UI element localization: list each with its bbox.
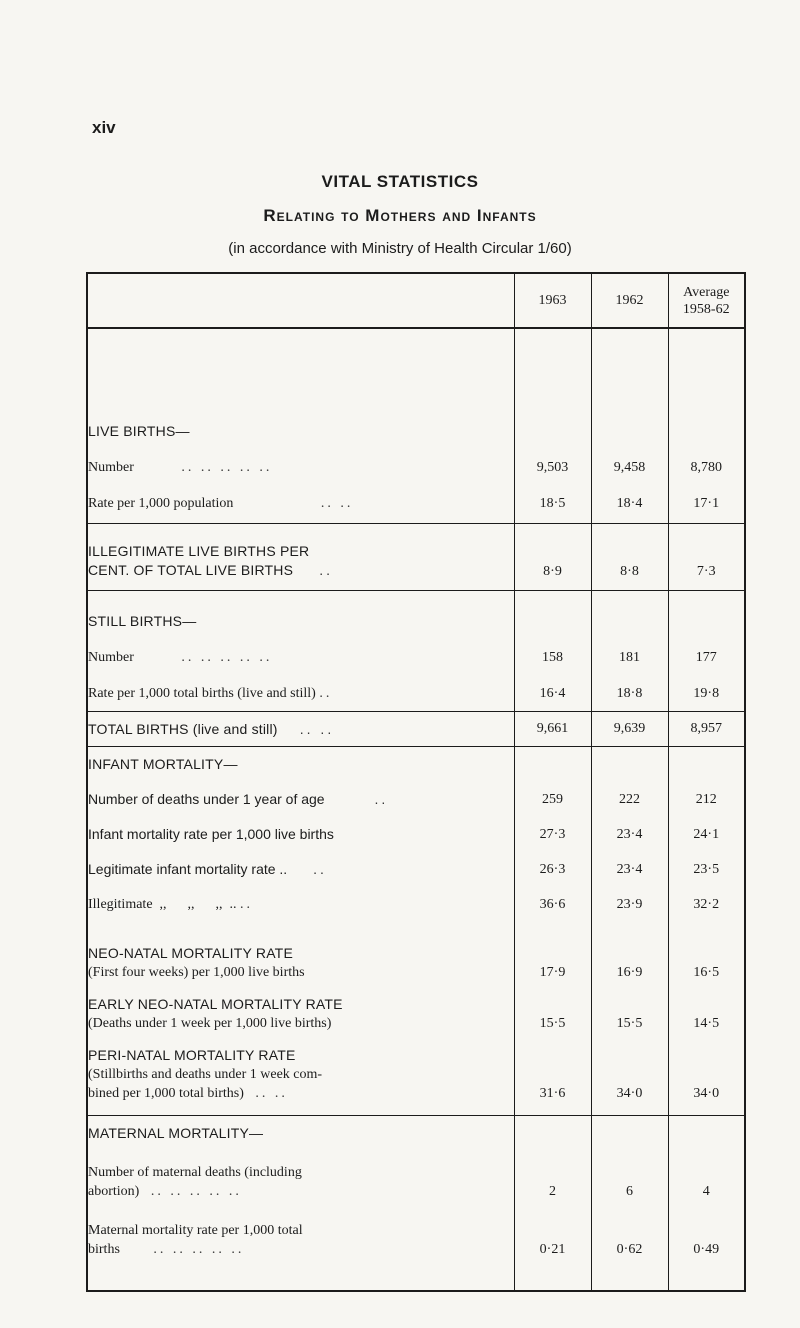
- total-births-section: [87, 712, 745, 747]
- table-cell: 222: [619, 792, 640, 807]
- table-cell: 9,458: [613, 460, 646, 475]
- row-label: (Deaths under 1 week per 1,000 live births): [88, 1016, 332, 1031]
- row-label: Number .. .. .. .. ..: [88, 650, 273, 665]
- table-cell: 23·4: [616, 862, 643, 877]
- infant-mortality-section: [87, 747, 745, 1116]
- row-label: TOTAL BIRTHS (live and still) .. ..: [88, 720, 335, 737]
- table-row: [87, 591, 745, 712]
- row-label: NEO-NATAL MORTALITY RATE: [88, 945, 293, 961]
- table-cell: 6: [626, 1184, 633, 1199]
- row-label: Maternal mortality rate per 1,000 total: [88, 1223, 303, 1238]
- column-header: 1963: [514, 273, 591, 328]
- table-cell: 34·0: [693, 1086, 720, 1101]
- row-label: abortion) .. .. .. .. ..: [88, 1184, 242, 1199]
- row-label: births .. .. .. .. ..: [88, 1242, 245, 1257]
- section-header: INFANT MORTALITY—: [88, 756, 238, 772]
- table-cell: 19·8: [693, 686, 720, 701]
- table-cell: 4: [702, 1184, 710, 1199]
- table-cell: 18·8: [616, 686, 643, 701]
- table-row: [87, 524, 745, 591]
- row-label: bined per 1,000 total births) .. ..: [88, 1086, 288, 1101]
- column-header: 1962: [591, 273, 668, 328]
- table-cell: 9,639: [591, 712, 668, 747]
- table-cell: 16·4: [539, 686, 566, 701]
- row-label: Infant mortality rate per 1,000 live births: [88, 826, 334, 842]
- table-cell: 18·4: [616, 496, 643, 511]
- table-cell: 34·0: [616, 1086, 643, 1101]
- table-cell: 212: [695, 792, 717, 807]
- still-births-section: [87, 591, 745, 712]
- row-label: (First four weeks) per 1,000 live births: [88, 965, 305, 980]
- table-row: [87, 328, 745, 524]
- row-label: Number of maternal deaths (including: [88, 1165, 302, 1180]
- column-header: Average 1958-62: [668, 273, 745, 328]
- row-label: EARLY NEO-NATAL MORTALITY RATE: [88, 996, 343, 1012]
- table-cell: 15·5: [539, 1016, 566, 1031]
- live-births-section: [87, 328, 745, 524]
- page-number: xiv: [92, 118, 116, 137]
- table-cell: 9,661: [514, 712, 591, 747]
- table-cell: 32·2: [693, 897, 720, 912]
- table-cell: 31·6: [539, 1086, 566, 1101]
- page-title: VITAL STATISTICS: [321, 172, 479, 191]
- row-label: ILLEGITIMATE LIVE BIRTHS PER: [88, 543, 310, 559]
- row-label: Legitimate infant mortality rate .. ..: [88, 861, 327, 877]
- table-header-row: [87, 273, 745, 328]
- table-cell: 26·3: [539, 862, 566, 877]
- row-label: CENT. OF TOTAL LIVE BIRTHS ..: [88, 562, 334, 578]
- table-cell: 259: [542, 792, 563, 807]
- table-cell: 17·1: [693, 496, 720, 511]
- table-cell: 8,780: [690, 460, 722, 475]
- table-cell: 14·5: [693, 1016, 720, 1031]
- table-row: [87, 1116, 745, 1292]
- table-row: [87, 712, 745, 747]
- table-cell: 24·1: [693, 827, 720, 842]
- table-cell: 158: [542, 650, 563, 665]
- row-label: Illegitimate ,, ,, ,, .. ..: [88, 897, 254, 912]
- table-cell: 23·9: [616, 897, 643, 912]
- table-cell: 0·49: [693, 1242, 720, 1257]
- table-cell: 18·5: [539, 496, 566, 511]
- table-cell: 0·21: [539, 1242, 566, 1257]
- row-label: Number .. .. .. .. ..: [88, 460, 273, 475]
- section-header: MATERNAL MORTALITY—: [88, 1125, 264, 1141]
- row-label: PERI-NATAL MORTALITY RATE: [88, 1047, 296, 1063]
- table-cell: 8·9: [514, 524, 591, 591]
- table-cell: 17·9: [539, 965, 566, 980]
- maternal-mortality-section: [87, 1116, 745, 1292]
- header-blank: [87, 273, 514, 328]
- section-header: LIVE BIRTHS—: [88, 423, 190, 439]
- table-cell: 23·5: [693, 862, 720, 877]
- row-label: (Stillbirths and deaths under 1 week com-: [88, 1067, 323, 1082]
- table-cell: 7·3: [668, 524, 745, 591]
- section-header: STILL BIRTHS—: [88, 613, 197, 629]
- row-label: Rate per 1,000 total births (live and still) ..: [88, 686, 333, 701]
- table-cell: 15·5: [616, 1016, 643, 1031]
- table-cell: 177: [695, 650, 717, 665]
- table-cell: 0·62: [616, 1242, 643, 1257]
- table-cell: 9,503: [536, 460, 569, 475]
- row-label: Rate per 1,000 population .. ..: [88, 496, 354, 511]
- row-label: Number of deaths under 1 year of age ..: [88, 791, 389, 807]
- table-cell: 16·5: [693, 965, 720, 980]
- circular-note: (in accordance with Ministry of Health Circular 1/60): [228, 240, 572, 257]
- table-cell: 16·9: [616, 965, 643, 980]
- vital-statistics-table: [86, 272, 746, 1292]
- table-cell: 181: [619, 650, 640, 665]
- page-subtitle: Relating to Mothers and Infants: [263, 206, 537, 225]
- table-cell: 23·4: [616, 827, 643, 842]
- table-cell: 27·3: [539, 827, 566, 842]
- table-cell: 36·6: [539, 897, 566, 912]
- table-cell: 8·8: [591, 524, 668, 591]
- table-cell: 2: [549, 1184, 556, 1199]
- table-row: [87, 747, 745, 1116]
- illegitimate-births-section: [87, 524, 745, 591]
- table-cell: 8,957: [668, 712, 745, 747]
